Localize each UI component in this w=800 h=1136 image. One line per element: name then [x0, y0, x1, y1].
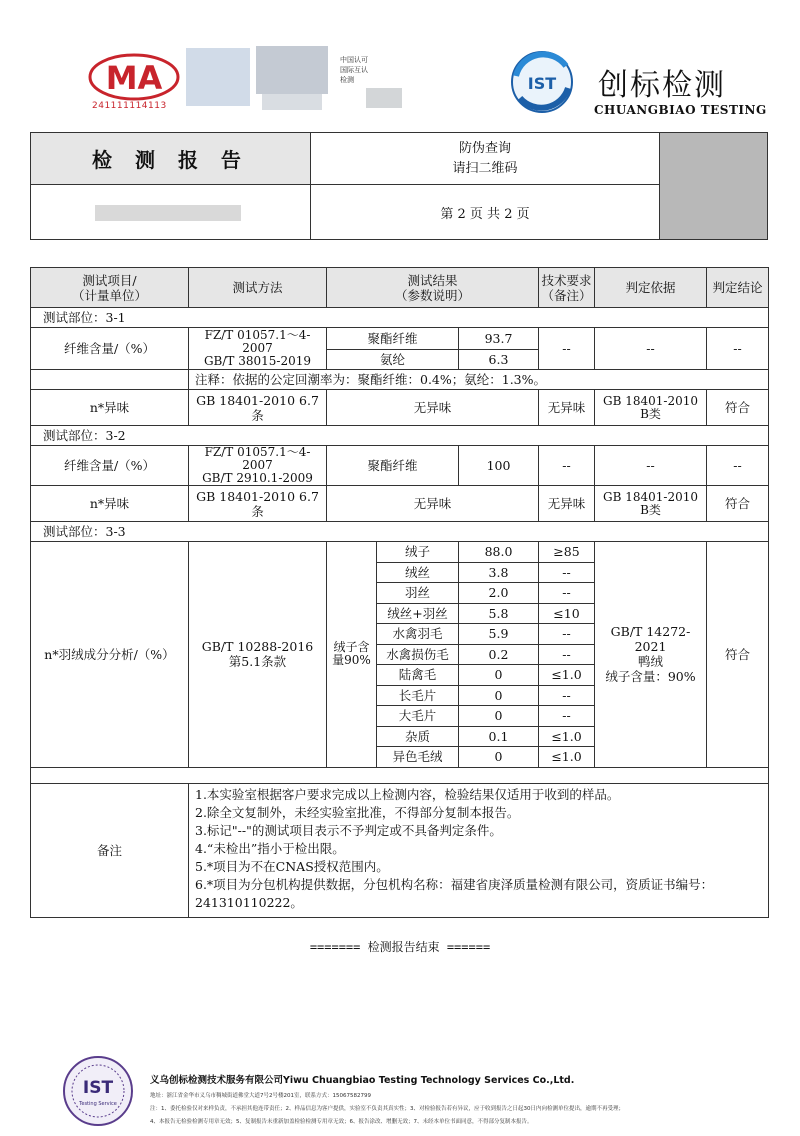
- down-requirement: --: [539, 685, 595, 706]
- section-row: [31, 426, 769, 446]
- down-component: 水禽羽毛: [377, 624, 459, 645]
- down-value: 0: [459, 747, 539, 768]
- seal-sub: Testing Service: [79, 1101, 117, 1107]
- col-header-result: 测试结果 （参数说明）: [327, 268, 539, 308]
- down-requirement: --: [539, 624, 595, 645]
- report-head: [30, 132, 768, 240]
- odor-requirement: 无异味: [539, 486, 595, 522]
- down-component: 异色毛绒: [377, 747, 459, 768]
- odor-item: n*异味: [31, 486, 189, 522]
- down-component: 绒子: [377, 542, 459, 563]
- table-row: [31, 370, 769, 390]
- down-basis: GB/T 14272-2021 鸭绒 绒子含量：90%: [595, 542, 707, 768]
- brand-name-cn: 创标检测: [598, 68, 726, 103]
- footer-address: 地址：浙江省金华市义乌市稠城街道佛堂大道7号2号楼201室，联系方式：15067582799: [150, 1093, 371, 1099]
- odor-basis: GB 18401-2010 B类: [595, 486, 707, 522]
- remarks-label: 备注: [31, 783, 189, 917]
- down-value: 0: [459, 685, 539, 706]
- table-header-row: [31, 268, 769, 308]
- odor-item: n*异味: [31, 390, 189, 426]
- footer-ist-seal: [62, 1055, 134, 1127]
- fiber-conclusion: --: [707, 328, 769, 370]
- accreditation-note: 中国认可 国际互认 检测: [340, 56, 368, 84]
- fiber-requirement: --: [539, 328, 595, 370]
- down-requirement: ≤10: [539, 603, 595, 624]
- ist-logo: [506, 48, 578, 116]
- fiber-value: 100: [459, 446, 539, 486]
- page-info: 第 2 页 共 2 页: [440, 207, 530, 222]
- down-conclusion: 符合: [707, 542, 769, 768]
- table-row: [31, 328, 769, 350]
- section-label: 测试部位：3-2: [31, 426, 769, 446]
- down-component: 长毛片: [377, 685, 459, 706]
- anti-fake-cell: [311, 133, 659, 185]
- fiber-value: 6.3: [459, 350, 539, 370]
- fiber-basis: --: [595, 328, 707, 370]
- cma-label: MA: [105, 59, 163, 97]
- down-param: 绒子含 量90%: [327, 542, 377, 768]
- down-requirement: --: [539, 644, 595, 665]
- fiber-conclusion: --: [707, 446, 769, 486]
- down-value: 0.1: [459, 726, 539, 747]
- down-requirement: ≤1.0: [539, 726, 595, 747]
- report-number-cell: [31, 185, 311, 240]
- down-requirement: --: [539, 706, 595, 727]
- anti-fake-label: 防伪查询: [458, 141, 511, 156]
- fiber-value: 93.7: [459, 328, 539, 350]
- redacted-report-number: [95, 205, 241, 221]
- fiber-item: 纤维含量/（%）: [31, 328, 189, 370]
- fiber-requirement: --: [539, 446, 595, 486]
- down-component: 水禽损伤毛: [377, 644, 459, 665]
- odor-basis: GB 18401-2010 B类: [595, 390, 707, 426]
- down-value: 88.0: [459, 542, 539, 563]
- fiber-basis: --: [595, 446, 707, 486]
- fiber-note: 注释：依据的公定回潮率为：聚酯纤维：0.4%；氨纶：1.3%。: [189, 370, 769, 390]
- down-value: 5.8: [459, 603, 539, 624]
- odor-method: GB 18401-2010 6.7条: [189, 486, 327, 522]
- odor-conclusion: 符合: [707, 486, 769, 522]
- redacted-block: [262, 94, 322, 110]
- section-row: [31, 308, 769, 328]
- table-row: [31, 446, 769, 486]
- report-title: 检 测 报 告: [31, 133, 311, 185]
- table-row: [31, 542, 769, 563]
- redacted-block: [256, 46, 328, 94]
- col-header-method: 测试方法: [189, 268, 327, 308]
- down-item: n*羽绒成分分析/（%）: [31, 542, 189, 768]
- odor-conclusion: 符合: [707, 390, 769, 426]
- redacted-block: [186, 48, 250, 106]
- fiber-name: 聚酯纤维: [327, 446, 459, 486]
- fiber-name: 聚酯纤维: [327, 328, 459, 350]
- down-requirement: --: [539, 562, 595, 583]
- down-requirement: ≤1.0: [539, 665, 595, 686]
- scan-qr-label: 请扫二维码: [452, 161, 518, 176]
- down-requirement: ≥85: [539, 542, 595, 563]
- down-component: 绒丝+羽丝: [377, 603, 459, 624]
- col-header-conclusion: 判定结论: [707, 268, 769, 308]
- down-value: 2.0: [459, 583, 539, 604]
- down-requirement: ≤1.0: [539, 747, 595, 768]
- down-component: 杂质: [377, 726, 459, 747]
- qr-code[interactable]: [659, 133, 767, 239]
- down-value: 0: [459, 665, 539, 686]
- redacted-block: [366, 88, 402, 108]
- results-table: [30, 267, 769, 918]
- footer-note-2: 4、本报告无检验检测专用章无效；5、复制报告未重新加盖检验检测专用章无效；6、报告涂改、增删无效；7、未经本单位书面同意，不得部分复制本报告。: [150, 1119, 533, 1125]
- odor-value: 无异味: [327, 486, 539, 522]
- down-component: 陆禽毛: [377, 665, 459, 686]
- col-header-item: 测试项目/ （计量单位）: [31, 268, 189, 308]
- down-value: 0.2: [459, 644, 539, 665]
- cma-number: 241111114113: [92, 101, 167, 111]
- col-header-basis: 判定依据: [595, 268, 707, 308]
- section-label: 测试部位：3-1: [31, 308, 769, 328]
- odor-method: GB 18401-2010 6.7条: [189, 390, 327, 426]
- col-header-requirement: 技术要求 （备注）: [539, 268, 595, 308]
- brand-name-en: CHUANGBIAO TESTING: [594, 103, 767, 117]
- down-value: 5.9: [459, 624, 539, 645]
- table-row: [31, 486, 769, 522]
- footer-company: 义乌创标检测技术服务有限公司Yiwu Chuangbiao Testing Technology Services Co.,Ltd.: [150, 1075, 575, 1086]
- remarks-row: [31, 783, 769, 917]
- table-row: [31, 390, 769, 426]
- down-value: 0: [459, 706, 539, 727]
- fiber-name: 氨纶: [327, 350, 459, 370]
- down-method: GB/T 10288-2016 第5.1条款: [189, 542, 327, 768]
- ist-label: IST: [527, 74, 557, 93]
- down-component: 大毛片: [377, 706, 459, 727]
- down-component: 羽丝: [377, 583, 459, 604]
- odor-value: 无异味: [327, 390, 539, 426]
- down-requirement: --: [539, 583, 595, 604]
- fiber-method: FZ/T 01057.1～4-2007 GB/T 38015-2019: [189, 328, 327, 370]
- remarks-text: 1.本实验室根据客户要求完成以上检测内容，检验结果仅适用于收到的样品。 2.除全文复制外，未经实验室批准，不得部分复制本报告。 3.标记"--"的测试项目表示不予判定或不具备判定条件。 4.“未检出”指小于检出限。 5.*项目为不在CNAS授权范围内。 6.*项目为分包机构提供数据，分包机构名称：福建省庚泽质量检测有限公司，资质证书编号：241310110222。: [189, 783, 769, 917]
- section-row: [31, 522, 769, 542]
- fiber-method: FZ/T 01057.1～4-2007 GB/T 2910.1-2009: [189, 446, 327, 486]
- spacer-row: [31, 767, 769, 783]
- report-end-line: ======= 检测报告结束 ======: [309, 940, 491, 954]
- fiber-item: 纤维含量/（%）: [31, 446, 189, 486]
- seal-label: IST: [82, 1078, 114, 1098]
- footer-note-1: 注：1、委托检验仅对来样负责，不承担其他连带责任；2、样品信息为客户提供，实验室不负责其真实性；3、对检验报告若有异议，应于收到报告之日起30日内向检测单位提出，逾期不再受理；: [150, 1106, 625, 1112]
- down-value: 3.8: [459, 562, 539, 583]
- down-component: 绒丝: [377, 562, 459, 583]
- odor-requirement: 无异味: [539, 390, 595, 426]
- section-label: 测试部位：3-3: [31, 522, 769, 542]
